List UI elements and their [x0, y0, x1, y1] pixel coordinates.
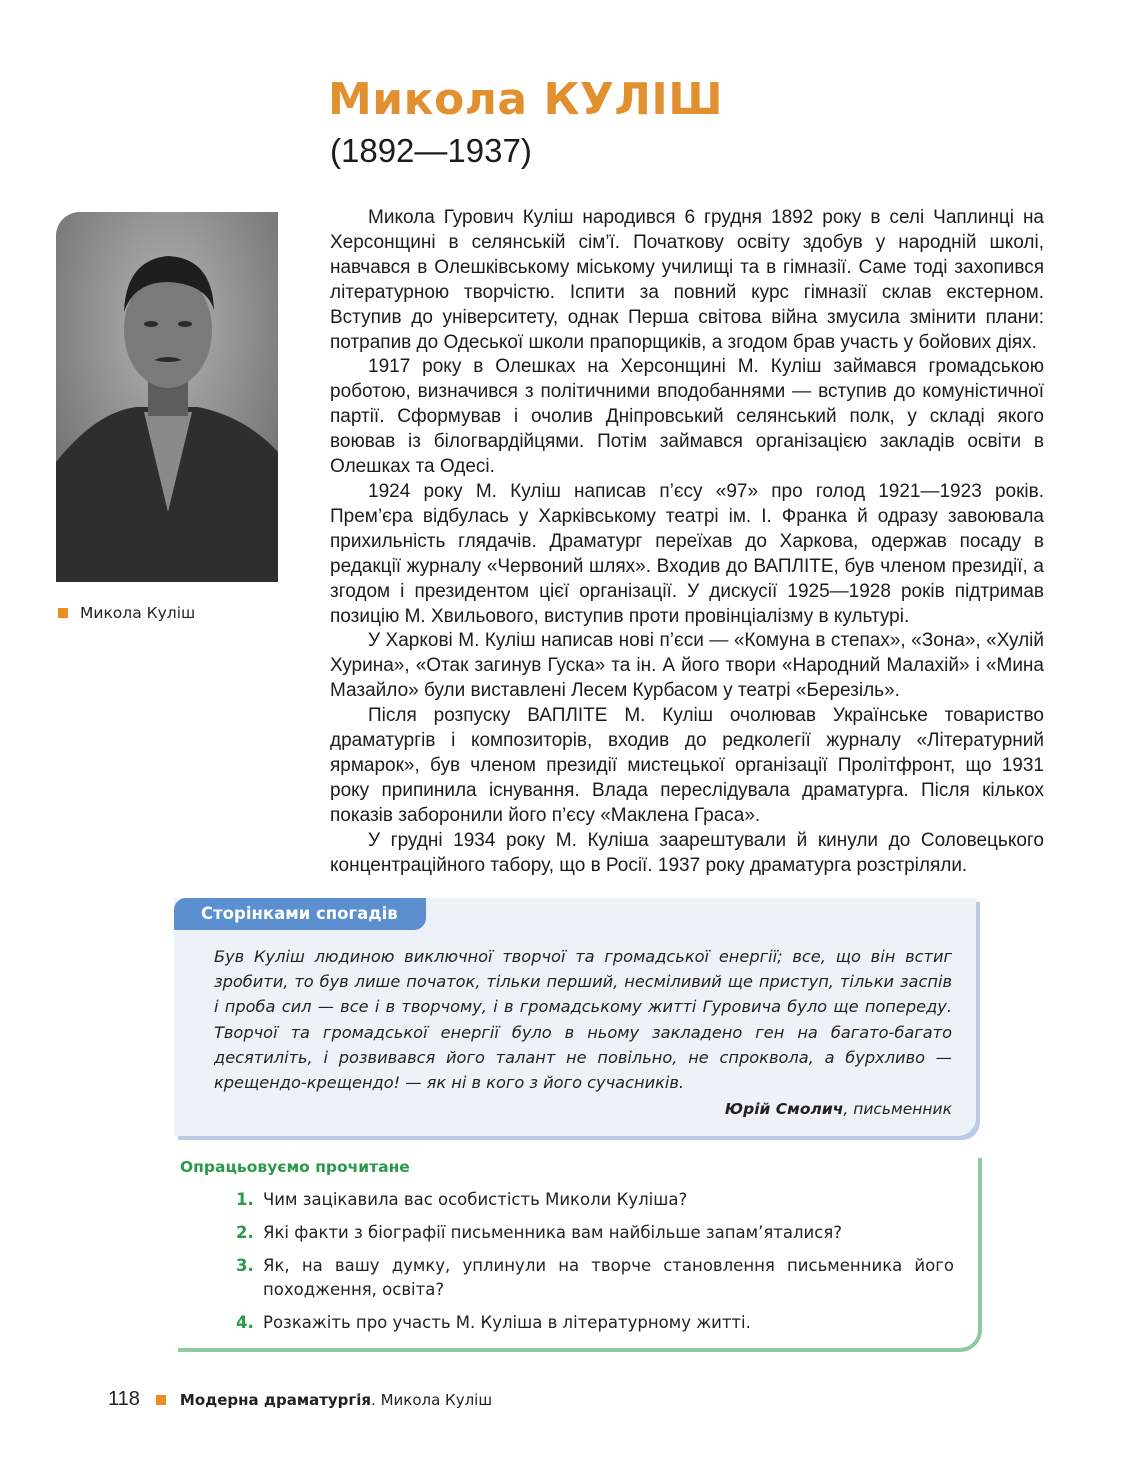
task-text: Розкажіть про участь М. Куліша в літературному житті.	[263, 1313, 751, 1332]
task-number: 2.	[236, 1223, 254, 1242]
page-title: Микола КУЛІШ	[328, 74, 724, 125]
tasks-list	[236, 1188, 954, 1344]
tasks-title: Опрацьовуємо прочитане	[180, 1158, 410, 1176]
bio-paragraph: Після розпуску ВАПЛІТЕ М. Куліш очолював Українське товариство драматургів і композиторів, входив до редколегії журналу «Літературний ярмарок», був членом президії мистецької організації Пролітфронт, що 1931 року припинила існування. Влада переслідувала драматурга. Після кількох показів заборонили його п’єсу «Маклена Граса».	[330, 705, 1044, 826]
memoir-author-name: Юрій Смолич	[724, 1100, 844, 1118]
task-number: 1.	[236, 1190, 254, 1209]
photo-caption-text: Микола Куліш	[80, 604, 196, 622]
task-number: 3.	[236, 1256, 254, 1275]
memoir-box	[174, 898, 976, 1136]
task-number: 4.	[236, 1313, 254, 1332]
task-text: Чим зацікавила вас особистість Миколи Куліша?	[263, 1190, 688, 1209]
bio-paragraph: Микола Гурович Куліш народився 6 грудня 1892 року в селі Чаплинці на Херсонщині в селянській сім’ї. Початкову освіту здобув у народній школі, навчався в Олешківському міському училищі та в гімназії. Саме тоді захопився літературною творчістю. Іспити за повний курс гімназії склав екстерном. Вступив до університету, однак Перша світова війна змусила змінити плани: потрапив до Одеської школи прапорщиків, а згодом брав участь у бойових діях.	[330, 207, 1044, 353]
bullet-square-icon	[58, 608, 68, 618]
bullet-square-icon	[156, 1395, 166, 1405]
bio-paragraph: У Харкові М. Куліш написав нові п’єси — «Комуна в степах», «Зона», «Хулій Хурина», «Отак загинув Гуска» та ін. А його твори «Народний Малахій» і «Мина Мазайло» були виставлені Лесем Курбасом у театрі «Березіль».	[330, 630, 1044, 702]
list-item	[236, 1311, 954, 1335]
portrait-photo	[56, 212, 278, 582]
task-text: Які факти з біографії письменника вам найбільше запам’яталися?	[263, 1223, 843, 1242]
memoir-author-role: , письменник	[843, 1100, 952, 1118]
memoir-quote: Був Куліш людиною виключної творчої та громадської енергії; все, що він встиг зробити, то був лише початок, тільки перший, несміливий ще приступ, тільки заспів і проба сил — все і в творчому, і в громадському житті Гуровича було ще попереду. Творчої та громадської енергії було в ньому закладено ген на багато-багато десятиліть, і розвивався його талант не повільно, не спроквола, а бурхливо — крещендо-крещендо! — як ні в кого з його сучасників.	[214, 947, 952, 1093]
footer-section: Модерна драматургія	[179, 1390, 372, 1409]
memoir-author	[725, 1100, 952, 1118]
task-text: Як, на вашу думку, уплинули на творче становлення письменника його походження, освіта?	[263, 1256, 954, 1299]
photo-caption	[58, 604, 195, 622]
memoir-tab-label: Сторінками спогадів	[174, 898, 426, 930]
tasks-box	[178, 1158, 982, 1352]
list-item	[236, 1221, 954, 1245]
bio-paragraph: У грудні 1934 року М. Куліша заарештували й кинули до Соловецького концентраційного табору, що в Росії. 1937 року драматурга розстріляли.	[330, 829, 1044, 876]
page-footer	[108, 1388, 492, 1411]
bio-paragraph: 1924 року М. Куліш написав п’єсу «97» про голод 1921—1923 років. Прем’єра відбулась у Харківському театрі ім. І. Франка й одразу завоювала прихильність глядачів. Драматург переїхав до Харкова, одержав посаду в редакції журналу «Червоний шлях». Входив до ВАПЛІТЕ, був членом президії, а згодом і президентом цієї організації. У дискусії 1925—1928 років підтримав позицію М. Хвильового, виступив проти провінціалізму в культурі.	[330, 480, 1044, 627]
biography-text	[330, 206, 1044, 878]
list-item	[236, 1254, 954, 1302]
portrait-image	[56, 212, 278, 582]
page-number: 118	[108, 1388, 140, 1410]
bio-paragraph: 1917 року в Олешках на Херсонщині М. Куліш займався громадською роботою, визначився з політичними вподобаннями — вступив до комуністичної партії. Сформував і очолив Дніпровський селянський полк, у складі якого воював із білогвардійцями. Потім займався організацією закладів освіти в Олешках та Одесі.	[330, 356, 1044, 478]
life-years: (1892—1937)	[330, 132, 532, 169]
footer-subsection: . Микола Куліш	[371, 1390, 493, 1409]
list-item	[236, 1188, 954, 1212]
